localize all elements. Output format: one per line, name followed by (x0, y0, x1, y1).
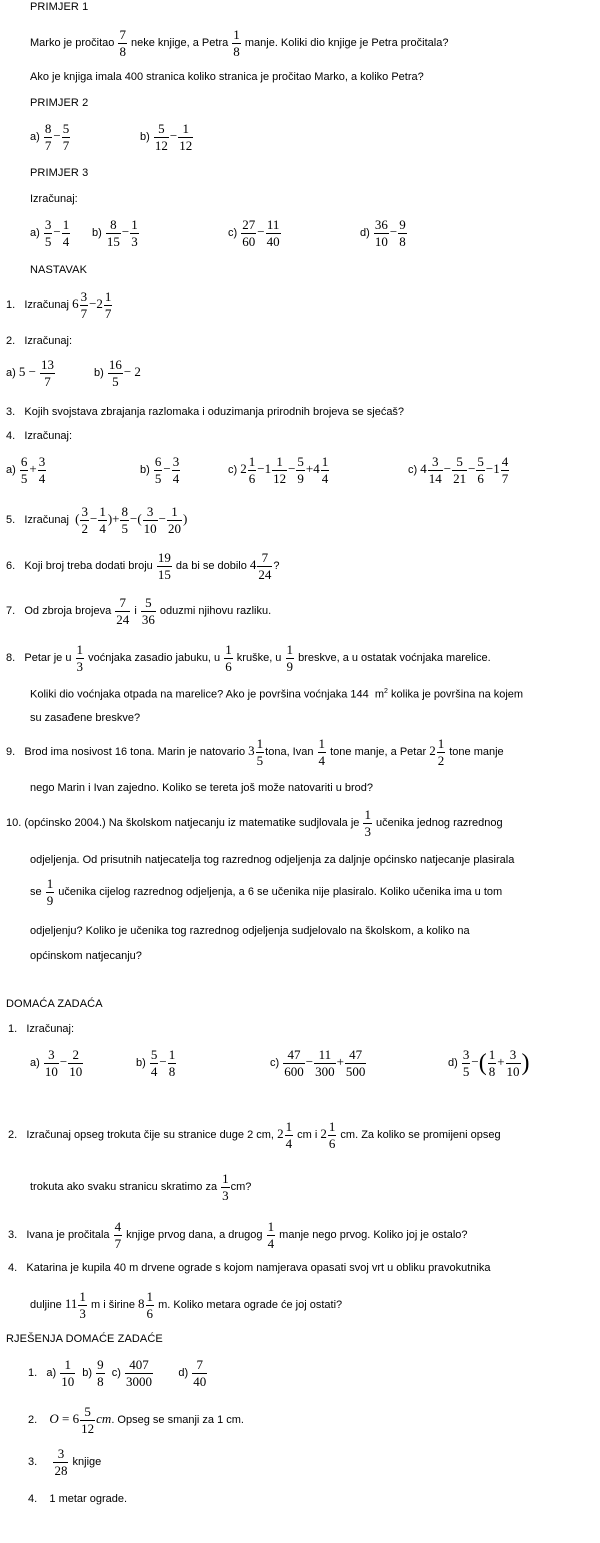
primjer-3-a: a) $\frac{3}{5}$ − $\frac{1}{4}$ (30, 217, 70, 249)
heading-nastavak: NASTAVAK (30, 264, 88, 276)
primjer-3-b: b) $\frac{8}{15}$ − $\frac{1}{3}$ (92, 217, 138, 249)
task-4-a: a) $\frac{6}{5}$ + $\frac{3}{4}$ (6, 454, 46, 486)
primjer-1-question: Ako je knjiga imala 400 stranica koliko stranica je pročitao Marko, a koliko Petra? (30, 71, 424, 83)
task-4-c: c) 2 $\frac{1}{6}$ −1 $\frac{1}{12}$ − $\frac{5}{9}$ +4 $\frac{1}{4}$ (228, 454, 329, 486)
task-10: 10. (općinsko 2004.) Na školskom natjecanju iz matematike sudjlovala je $\frac{1}{3}$ učenika jednog razrednog (6, 807, 503, 839)
task-2: 2. Izračunaj: (6, 335, 73, 347)
task-6: 6. Koji broj treba dodati broju $\frac{19}{15}$ da bi se dobilo 4 $\frac{7}{24}$ ? (6, 550, 280, 582)
task-10-line4: odjeljenju? Koliko je učenika tog razrednog odjeljenja sudjelovalo na školskom, a koliko na (30, 925, 470, 937)
task-2-b: b) $\frac{16}{5}$ − 2 (94, 357, 141, 389)
solution-4: 4. 1 metar ograde. (28, 1493, 128, 1505)
heading-primjer-3: PRIMJER 3 (30, 167, 89, 179)
hw-1-b: b) $\frac{5}{4}$ − $\frac{1}{8}$ (136, 1047, 176, 1079)
task-8-line2: Koliki dio voćnjaka otpada na marelice? Ako je površina voćnjaka 144 $m^2$ kolika je površina na kojem (30, 688, 524, 701)
hw-1-d: d) $\frac{3}{5}$ −( $\frac{1}{8}$ + $\frac{3}{10}$ ) (448, 1047, 530, 1079)
task-4-b: b) $\frac{6}{5}$ − $\frac{3}{4}$ (140, 454, 180, 486)
hw-4: 4. Katarina je kupila 40 m drvene ograde s kojom namjerava opasati svoj vrt u obliku pravokutnika (8, 1262, 491, 1274)
solution-2: 2. O = 6 $\frac{5}{12}$ cm. Opseg se smanji za 1 cm. (28, 1404, 244, 1436)
task-9: 9. Brod ima nosivost 16 tona. Marin je natovario 3 $\frac{1}{5}$ tona, Ivan $\frac{1}{4}$ tone manje, a Petar 2 $\frac{1}{2}$ tone manje (6, 736, 504, 768)
hw-2: 2. Izračunaj opseg trokuta čije su stranice duge 2 cm, 2 $\frac{1}{4}$ cm i 2 $\frac{1}{6}$ cm. Za koliko se promijeni opseg (8, 1119, 501, 1151)
task-4: 4. Izračunaj: (6, 430, 73, 442)
primjer-2-b: b) $\frac{5}{12}$ − $\frac{1}{12}$ (140, 121, 193, 153)
heading-primjer-2: PRIMJER 2 (30, 97, 89, 109)
heading-primjer-1: PRIMJER 1 (30, 1, 89, 13)
heading-rjesenja: RJEŠENJA DOMAĆE ZADAĆE (6, 1333, 163, 1345)
task-2-a: a) 5 − $\frac{13}{7}$ (6, 357, 54, 389)
hw-2-line2: trokuta ako svaku stranicu skratimo za $\frac{1}{3}$ cm? (30, 1171, 252, 1203)
solution-3: 3. $\frac{3}{28}$ knjige (28, 1446, 102, 1478)
primjer-2-a: a) $\frac{8}{7}$ − $\frac{5}{7}$ (30, 121, 70, 153)
hw-1-a: a) $\frac{3}{10}$ − $\frac{2}{10}$ (30, 1047, 83, 1079)
task-7: 7. Od zbroja brojeva $\frac{7}{24}$ i $\frac{5}{36}$ oduzmi njihovu razliku. (6, 595, 272, 627)
task-1: 1. Izračunaj 6 $\frac{3}{7}$ −2 $\frac{1}{7}$ (6, 289, 112, 321)
task-10-line5: općinskom natjecanju? (30, 950, 142, 962)
solution-1: 1. a) $\frac{1}{10}$ b) $\frac{9}{8}$ c) $\frac{407}{3000}$ d) $\frac{7}{40}$ (28, 1357, 207, 1389)
fraction: $\frac{1}{8}$ (233, 27, 240, 59)
primjer-3-c: c) $\frac{27}{60}$ − $\frac{11}{40}$ (228, 217, 280, 249)
task-10-line2: odjeljenja. Od prisutnih natjecatelja tog razrednog odjeljenja za daljnje općinsko natjecanje plasirala (30, 854, 515, 866)
task-4-d: c) 4 $\frac{3}{14}$ − $\frac{5}{21}$ − $\frac{5}{6}$ −1 $\frac{4}{7}$ (408, 454, 509, 486)
task-10-line3: se $\frac{1}{9}$ učenika cijelog razrednog odjeljenja, a 6 se učenika nije plasiralo. Koliko učenika ima u tom (30, 876, 503, 908)
fraction: $\frac{7}{8}$ (119, 27, 126, 59)
task-8: 8. Petar je u $\frac{1}{3}$ voćnjaka zasadio jabuku, u $\frac{1}{6}$ kruške, u $\frac{1}{9}$ breskve, a u ostatak voćnjaka marelice. (6, 642, 491, 674)
text: manje. Koliki dio knjige je Petra pročitala? (244, 37, 449, 50)
heading-domaca-zadaca: DOMAĆA ZADAĆA (6, 998, 103, 1010)
task-9-line2: nego Marin i Ivan zajedno. Koliko se tereta još može natovariti u brod? (30, 782, 374, 794)
hw-3: 3. Ivana je pročitala $\frac{4}{7}$ knjige prvog dana, a drugog $\frac{1}{4}$ manje nego prvog. Koliko joj je ostalo? (8, 1219, 468, 1251)
izracunaj-label: Izračunaj: (30, 193, 78, 205)
hw-4-line2: duljine 11 $\frac{1}{3}$ m i širine 8 $\frac{1}{6}$ m. Koliko metara ograde će joj ostati? (30, 1289, 343, 1321)
hw-1-c: c) $\frac{47}{600}$ − $\frac{11}{300}$ + $\frac{47}{500}$ (270, 1047, 366, 1079)
primjer-3-d: d) $\frac{36}{10}$ − $\frac{9}{8}$ (360, 217, 406, 249)
text: Marko je pročitao (30, 37, 115, 50)
task-3: 3. Kojih svojstava zbrajanja razlomaka i oduzimanja prirodnih brojeva se sjećaš? (6, 406, 405, 418)
hw-1: 1. Izračunaj: (8, 1023, 75, 1035)
text: neke knjige, a Petra (131, 37, 229, 50)
primjer-1-problem (30, 28, 448, 58)
task-5: 5. Izračunaj ( $\frac{3}{2}$ − $\frac{1}{4}$ )+ $\frac{8}{5}$ −( $\frac{3}{10}$ − $\frac{1}{20}$ ) (6, 504, 188, 536)
task-8-line3: su zasađene breskve? (30, 712, 141, 724)
